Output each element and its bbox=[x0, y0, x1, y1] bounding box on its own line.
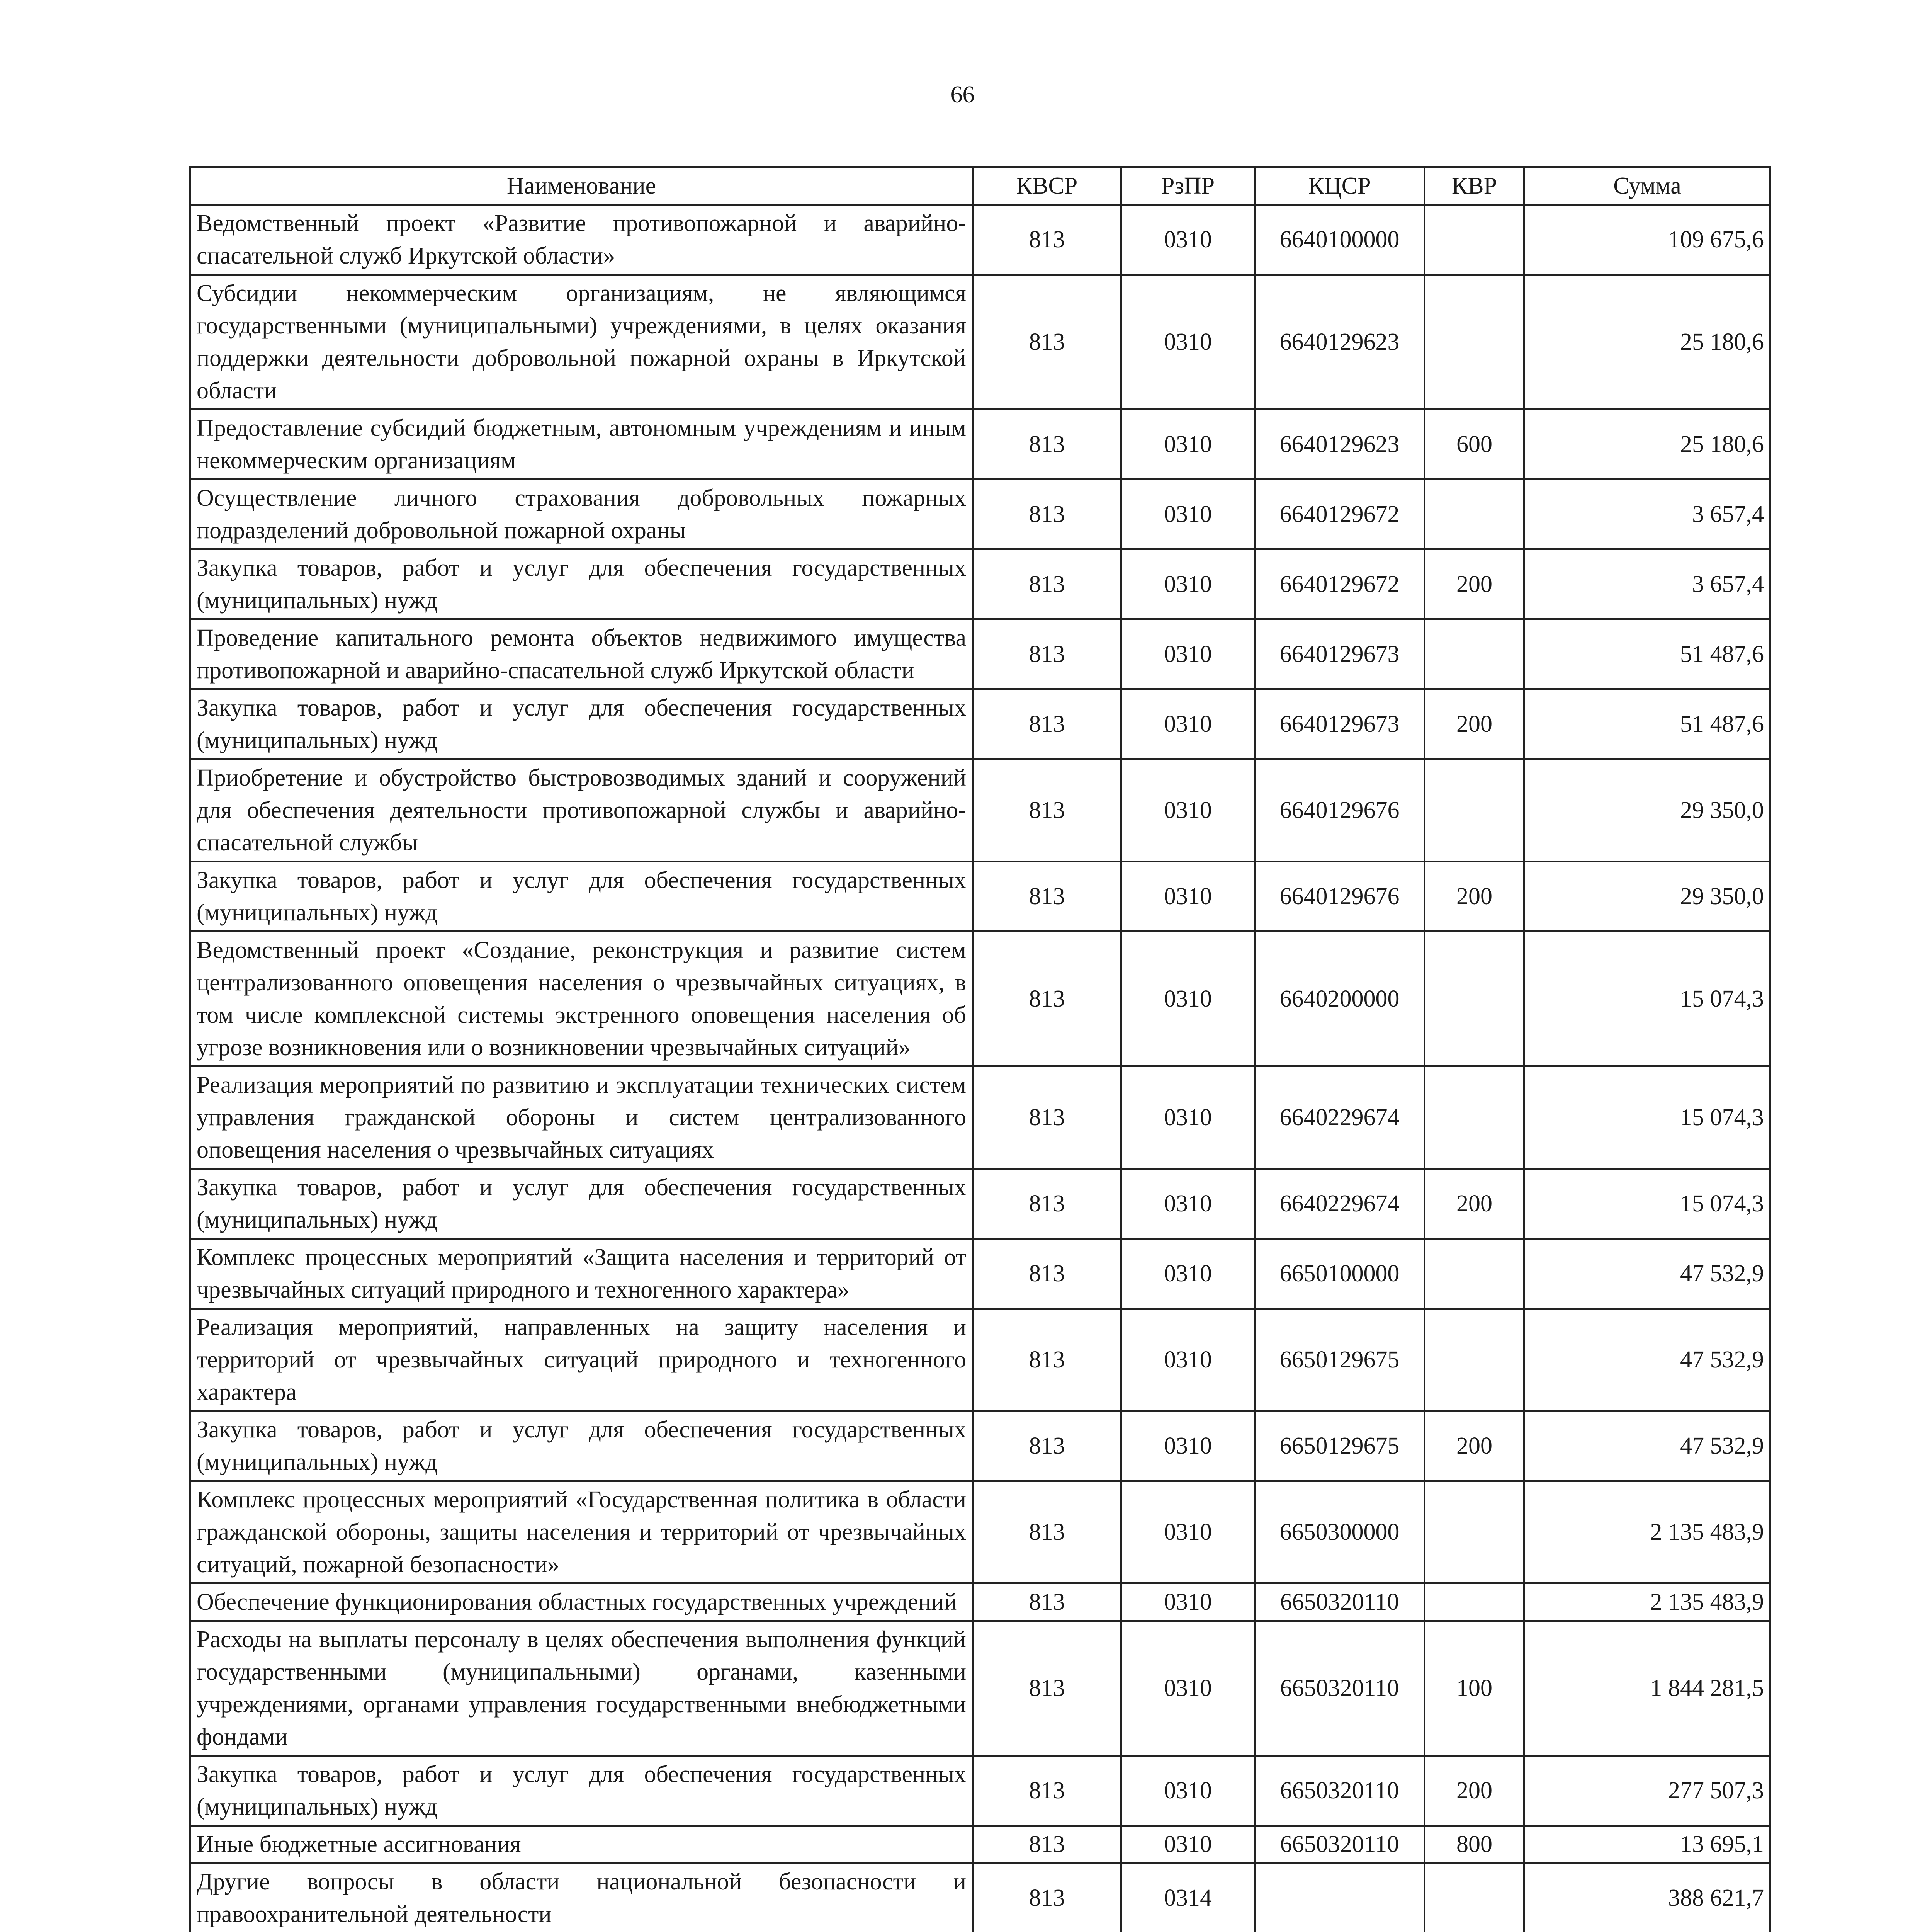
cell-kcsr: 6640129672 bbox=[1255, 480, 1425, 549]
header-rzpr: РзПР bbox=[1121, 167, 1255, 205]
cell-kcsr: 6640229674 bbox=[1255, 1066, 1425, 1169]
cell-kcsr: 6650129675 bbox=[1255, 1309, 1425, 1411]
cell-sum: 3 657,4 bbox=[1524, 549, 1770, 619]
cell-kcsr bbox=[1255, 1863, 1425, 1932]
table-row bbox=[190, 410, 1770, 480]
cell-kvsr: 813 bbox=[973, 1411, 1121, 1481]
header-row bbox=[190, 167, 1770, 205]
cell-name: Закупка товаров, работ и услуг для обеспечения государственных (муниципальных) нужд bbox=[190, 862, 973, 932]
cell-kvsr: 813 bbox=[973, 549, 1121, 619]
cell-sum: 47 532,9 bbox=[1524, 1411, 1770, 1481]
cell-sum: 15 074,3 bbox=[1524, 1066, 1770, 1169]
cell-rzpr: 0310 bbox=[1121, 759, 1255, 862]
table-row bbox=[190, 932, 1770, 1066]
page-number: 66 bbox=[950, 82, 975, 108]
cell-rzpr: 0310 bbox=[1121, 1411, 1255, 1481]
cell-kcsr: 6650320110 bbox=[1255, 1756, 1425, 1826]
cell-name: Реализация мероприятий по развитию и эксплуатации технических систем управления гражданской обороны и систем централизованного оповещения населения о чрезвычайных ситуациях bbox=[190, 1066, 973, 1169]
cell-rzpr: 0310 bbox=[1121, 1066, 1255, 1169]
cell-kvr: 600 bbox=[1425, 410, 1524, 480]
cell-kvsr: 813 bbox=[973, 480, 1121, 549]
cell-kcsr: 6640100000 bbox=[1255, 205, 1425, 275]
cell-name: Осуществление личного страхования добровольных пожарных подразделений добровольной пожарной охраны bbox=[190, 480, 973, 549]
cell-sum: 277 507,3 bbox=[1524, 1756, 1770, 1826]
cell-kcsr: 6640129676 bbox=[1255, 862, 1425, 932]
cell-kvsr: 813 bbox=[973, 1309, 1121, 1411]
table-row bbox=[190, 480, 1770, 549]
cell-name: Проведение капитального ремонта объектов недвижимого имущества противопожарной и аварийно-спасательной служб Иркутской области bbox=[190, 619, 973, 689]
cell-sum: 29 350,0 bbox=[1524, 759, 1770, 862]
cell-sum: 3 657,4 bbox=[1524, 480, 1770, 549]
cell-kvr bbox=[1425, 1309, 1524, 1411]
cell-kcsr: 6640129623 bbox=[1255, 410, 1425, 480]
table-row bbox=[190, 1309, 1770, 1411]
table-body bbox=[190, 205, 1770, 1932]
cell-rzpr: 0310 bbox=[1121, 205, 1255, 275]
cell-rzpr: 0310 bbox=[1121, 1756, 1255, 1826]
cell-rzpr: 0310 bbox=[1121, 1583, 1255, 1621]
cell-name: Иные бюджетные ассигнования bbox=[190, 1826, 973, 1863]
cell-kvsr: 813 bbox=[973, 1169, 1121, 1239]
cell-kvr bbox=[1425, 205, 1524, 275]
cell-kvsr: 813 bbox=[973, 689, 1121, 759]
cell-kvsr: 813 bbox=[973, 410, 1121, 480]
cell-kvsr: 813 bbox=[973, 1583, 1121, 1621]
cell-kvr bbox=[1425, 275, 1524, 410]
cell-name: Приобретение и обустройство быстровозводимых зданий и сооружений для обеспечения деятельности противопожарной службы и аварийно-спасательной службы bbox=[190, 759, 973, 862]
cell-name: Субсидии некоммерческим организациям, не являющимся государственными (муниципальными) учреждениями, в целях оказания поддержки деятельности добровольной пожарной охраны в Иркутской области bbox=[190, 275, 973, 410]
cell-kcsr: 6650320110 bbox=[1255, 1621, 1425, 1756]
cell-sum: 2 135 483,9 bbox=[1524, 1481, 1770, 1583]
cell-kvsr: 813 bbox=[973, 205, 1121, 275]
table-row bbox=[190, 1169, 1770, 1239]
cell-rzpr: 0310 bbox=[1121, 932, 1255, 1066]
cell-rzpr: 0310 bbox=[1121, 1826, 1255, 1863]
table-row bbox=[190, 1481, 1770, 1583]
cell-kcsr: 6650100000 bbox=[1255, 1239, 1425, 1309]
cell-kcsr: 6640129673 bbox=[1255, 619, 1425, 689]
cell-kvr bbox=[1425, 480, 1524, 549]
table-row bbox=[190, 1411, 1770, 1481]
table-row bbox=[190, 1621, 1770, 1756]
cell-rzpr: 0310 bbox=[1121, 862, 1255, 932]
cell-name: Другие вопросы в области национальной безопасности и правоохранительной деятельности bbox=[190, 1863, 973, 1932]
table-row bbox=[190, 1826, 1770, 1863]
cell-kcsr: 6640129673 bbox=[1255, 689, 1425, 759]
cell-kvr: 800 bbox=[1425, 1826, 1524, 1863]
cell-kvr: 100 bbox=[1425, 1621, 1524, 1756]
cell-name: Ведомственный проект «Развитие противопожарной и аварийно-спасательной служб Иркутской области» bbox=[190, 205, 973, 275]
cell-sum: 1 844 281,5 bbox=[1524, 1621, 1770, 1756]
header-kcsr: КЦСР bbox=[1255, 167, 1425, 205]
cell-name: Предоставление субсидий бюджетным, автономным учреждениям и иным некоммерческим организациям bbox=[190, 410, 973, 480]
cell-kvr bbox=[1425, 1583, 1524, 1621]
header-kvsr: КВСР bbox=[973, 167, 1121, 205]
table-row bbox=[190, 619, 1770, 689]
budget-table bbox=[189, 166, 1771, 1932]
cell-name: Закупка товаров, работ и услуг для обеспечения государственных (муниципальных) нужд bbox=[190, 689, 973, 759]
cell-kcsr: 6640129623 bbox=[1255, 275, 1425, 410]
table-header bbox=[190, 167, 1770, 205]
cell-sum: 109 675,6 bbox=[1524, 205, 1770, 275]
cell-kvsr: 813 bbox=[973, 1481, 1121, 1583]
table-row bbox=[190, 862, 1770, 932]
cell-rzpr: 0310 bbox=[1121, 619, 1255, 689]
cell-rzpr: 0310 bbox=[1121, 1481, 1255, 1583]
cell-kcsr: 6650320110 bbox=[1255, 1583, 1425, 1621]
table-row bbox=[190, 1239, 1770, 1309]
cell-rzpr: 0314 bbox=[1121, 1863, 1255, 1932]
table-row bbox=[190, 759, 1770, 862]
cell-sum: 29 350,0 bbox=[1524, 862, 1770, 932]
cell-kvsr: 813 bbox=[973, 862, 1121, 932]
cell-kvr bbox=[1425, 619, 1524, 689]
cell-kvsr: 813 bbox=[973, 275, 1121, 410]
table-row bbox=[190, 1583, 1770, 1621]
table-row bbox=[190, 1863, 1770, 1932]
cell-rzpr: 0310 bbox=[1121, 1621, 1255, 1756]
cell-kcsr: 6650300000 bbox=[1255, 1481, 1425, 1583]
table-row bbox=[190, 205, 1770, 275]
cell-rzpr: 0310 bbox=[1121, 275, 1255, 410]
cell-kcsr: 6640129672 bbox=[1255, 549, 1425, 619]
cell-sum: 388 621,7 bbox=[1524, 1863, 1770, 1932]
cell-sum: 25 180,6 bbox=[1524, 275, 1770, 410]
cell-sum: 13 695,1 bbox=[1524, 1826, 1770, 1863]
cell-rzpr: 0310 bbox=[1121, 1309, 1255, 1411]
cell-kvsr: 813 bbox=[973, 1621, 1121, 1756]
cell-name: Комплекс процессных мероприятий «Защита населения и территорий от чрезвычайных ситуаций природного и техногенного характера» bbox=[190, 1239, 973, 1309]
cell-sum: 51 487,6 bbox=[1524, 619, 1770, 689]
table-row bbox=[190, 275, 1770, 410]
cell-kcsr: 6640229674 bbox=[1255, 1169, 1425, 1239]
cell-kvr bbox=[1425, 932, 1524, 1066]
table-row bbox=[190, 1066, 1770, 1169]
cell-sum: 25 180,6 bbox=[1524, 410, 1770, 480]
cell-kvr: 200 bbox=[1425, 862, 1524, 932]
cell-name: Закупка товаров, работ и услуг для обеспечения государственных (муниципальных) нужд bbox=[190, 1756, 973, 1826]
cell-name: Закупка товаров, работ и услуг для обеспечения государственных (муниципальных) нужд bbox=[190, 1411, 973, 1481]
cell-kvsr: 813 bbox=[973, 1863, 1121, 1932]
cell-kvr bbox=[1425, 1481, 1524, 1583]
cell-kvr: 200 bbox=[1425, 689, 1524, 759]
cell-kvsr: 813 bbox=[973, 1826, 1121, 1863]
cell-kcsr: 6650320110 bbox=[1255, 1826, 1425, 1863]
cell-kvr: 200 bbox=[1425, 1756, 1524, 1826]
table-row bbox=[190, 689, 1770, 759]
cell-name: Ведомственный проект «Создание, реконструкция и развитие систем централизованного оповещения населения о чрезвычайных ситуациях, в том числе комплексной системы экстренного оповещения населения об угрозе возникновения или о возникновении чрезвычайных ситуаций» bbox=[190, 932, 973, 1066]
cell-rzpr: 0310 bbox=[1121, 410, 1255, 480]
cell-name: Реализация мероприятий, направленных на защиту населения и территорий от чрезвычайных ситуаций природного и техногенного характера bbox=[190, 1309, 973, 1411]
cell-sum: 15 074,3 bbox=[1524, 1169, 1770, 1239]
cell-kcsr: 6640129676 bbox=[1255, 759, 1425, 862]
cell-kvr: 200 bbox=[1425, 1411, 1524, 1481]
cell-name: Комплекс процессных мероприятий «Государственная политика в области гражданской обороны, защиты населения и территорий от чрезвычайных ситуаций, пожарной безопасности» bbox=[190, 1481, 973, 1583]
header-sum: Сумма bbox=[1524, 167, 1770, 205]
cell-kvr bbox=[1425, 1863, 1524, 1932]
cell-kvsr: 813 bbox=[973, 1239, 1121, 1309]
cell-kvr bbox=[1425, 1239, 1524, 1309]
cell-sum: 2 135 483,9 bbox=[1524, 1583, 1770, 1621]
cell-kcsr: 6640200000 bbox=[1255, 932, 1425, 1066]
table-row bbox=[190, 549, 1770, 619]
cell-kvsr: 813 bbox=[973, 619, 1121, 689]
cell-kvr bbox=[1425, 759, 1524, 862]
cell-kvsr: 813 bbox=[973, 1756, 1121, 1826]
header-name: Наименование bbox=[190, 167, 973, 205]
cell-kvsr: 813 bbox=[973, 1066, 1121, 1169]
cell-rzpr: 0310 bbox=[1121, 1169, 1255, 1239]
cell-name: Закупка товаров, работ и услуг для обеспечения государственных (муниципальных) нужд bbox=[190, 1169, 973, 1239]
cell-name: Расходы на выплаты персоналу в целях обеспечения выполнения функций государственными (муниципальными) органами, казенными учреждениями, органами управления государственными внебюджетными фондами bbox=[190, 1621, 973, 1756]
table-row bbox=[190, 1756, 1770, 1826]
cell-kvr: 200 bbox=[1425, 1169, 1524, 1239]
cell-kvsr: 813 bbox=[973, 759, 1121, 862]
cell-sum: 15 074,3 bbox=[1524, 932, 1770, 1066]
cell-kvr: 200 bbox=[1425, 549, 1524, 619]
cell-kcsr: 6650129675 bbox=[1255, 1411, 1425, 1481]
cell-sum: 51 487,6 bbox=[1524, 689, 1770, 759]
cell-sum: 47 532,9 bbox=[1524, 1239, 1770, 1309]
cell-kvsr: 813 bbox=[973, 932, 1121, 1066]
cell-rzpr: 0310 bbox=[1121, 480, 1255, 549]
cell-kvr bbox=[1425, 1066, 1524, 1169]
header-kvr: КВР bbox=[1425, 167, 1524, 205]
cell-sum: 47 532,9 bbox=[1524, 1309, 1770, 1411]
cell-name: Закупка товаров, работ и услуг для обеспечения государственных (муниципальных) нужд bbox=[190, 549, 973, 619]
cell-rzpr: 0310 bbox=[1121, 549, 1255, 619]
cell-name: Обеспечение функционирования областных государственных учреждений bbox=[190, 1583, 973, 1621]
cell-rzpr: 0310 bbox=[1121, 689, 1255, 759]
cell-rzpr: 0310 bbox=[1121, 1239, 1255, 1309]
